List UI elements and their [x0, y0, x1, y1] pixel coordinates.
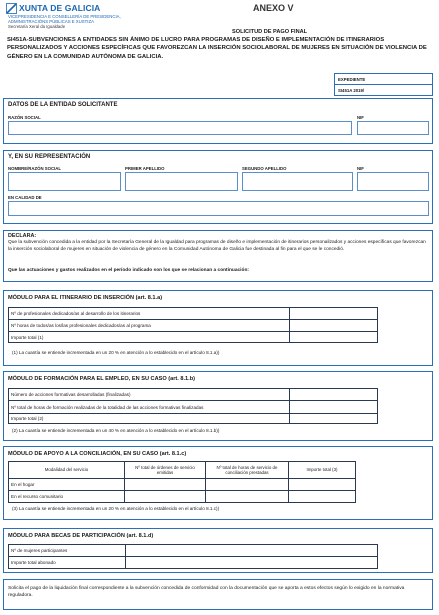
modulo-conciliacion-note: (3) La cuantía se entiende incrementada en un 20 % en atención a lo establecido en el artículo 8.1.c)) [12, 506, 220, 511]
table-cell-input[interactable] [290, 320, 378, 332]
primer-apellido-field[interactable] [125, 172, 238, 191]
document-title: SOLICITUD DE PAGO FINAL [232, 29, 308, 35]
entidad-nif-label: NIF [357, 115, 364, 120]
razon-social-label: RAZÓN SOCIAL [8, 115, 41, 120]
modulo-itinerario-table [8, 307, 378, 343]
department-line-1: VICEPRESIDENCIA E CONSELLERÍA DE PRESIDENCIA, [8, 14, 121, 19]
table-row-label: Importe total (1) [9, 332, 290, 343]
logo-text: XUNTA DE GALICIA [19, 3, 101, 13]
razon-social-field[interactable] [8, 121, 352, 135]
calidad-label: EN CALIDAD DE [8, 195, 42, 200]
column-header: Nº total de órdenes de servicio emitidas [125, 462, 206, 479]
table-row [9, 401, 378, 414]
table-row-label: Nº de mujeres participantes [9, 545, 126, 557]
table-row [9, 389, 378, 401]
nombre-field[interactable] [8, 172, 121, 191]
nombre-label: NOMBRE/RAZÓN SOCIAL [8, 166, 61, 171]
column-header: Nº total de horas de servicio de conciliación prestadas [206, 462, 289, 479]
table-cell-input[interactable] [206, 491, 289, 503]
table-row [9, 308, 378, 320]
modulo-formacion-table [8, 388, 378, 424]
modulo-conciliacion-table [8, 461, 356, 503]
table-row-label: En el hogar [9, 479, 125, 491]
declara-title: DECLARA: [8, 233, 37, 239]
entidad-nif-field[interactable] [357, 121, 429, 135]
table-row [9, 557, 378, 569]
xunta-logo-icon [6, 3, 17, 14]
declara-paragraph-1: Que la subvención concedida a la entidad por la Secretaría General de la Igualdad para programas de diseño e implementación de itinerarios personalizados y acciones específicas que favorezcan la inserción sociolaboral de mujeres en situación de violencia de género en la Comunidad Autónoma de Galicia fue destinada al fin para el que se le concedió. [8, 240, 426, 252]
table-cell-input[interactable] [290, 401, 378, 414]
modulo-formacion-title: MÓDULO DE FORMACIÓN PARA EL EMPLEO, EN SU CASO (art. 8.1.b) [8, 376, 195, 382]
entidad-section-title: DATOS DE LA ENTIDAD SOLICITANTE [8, 102, 118, 108]
expediente-label: EXPEDIENTE [338, 77, 366, 82]
column-header: Modalidad del servicio [9, 462, 125, 479]
table-row [9, 479, 356, 491]
modulo-becas-table [8, 544, 378, 569]
table-cell-input[interactable] [206, 479, 289, 491]
modulo-conciliacion-title: MÓDULO DE APOYO A LA CONCILIACIÓN, EN SU CASO (art. 8.1.c) [8, 451, 187, 457]
modulo-formacion-note: (2) La cuantía se entiende incrementada en un 40 % en atención a lo establecido en el artículo 8.1.b)) [12, 428, 220, 433]
representante-nif-label: NIF [357, 166, 364, 171]
expediente-value[interactable]: SI451A 2019/ [338, 88, 365, 93]
table-cell-input[interactable] [290, 332, 378, 343]
primer-apellido-label: PRIMER APELLIDO [125, 166, 165, 171]
representante-nif-field[interactable] [357, 172, 429, 191]
table-cell-input[interactable] [290, 414, 378, 424]
table-row-label: Número de acciones formativas desarrolladas (finalizadas) [9, 389, 290, 401]
table-row-label: Nº horas de todos/as los/las profesionales dedicados/as al programa [9, 320, 290, 332]
representacion-section-title: Y, EN SU REPRESENTACIÓN [8, 154, 91, 160]
table-row [9, 332, 378, 343]
expediente-divider [334, 84, 433, 85]
table-cell-input[interactable] [289, 479, 356, 491]
column-header: Importe total (3) [289, 462, 356, 479]
modulo-itinerario-note: (1) La cuantía se entiende incrementada en un 20 % en atención a lo establecido en el artículo 8.1.a)) [12, 350, 220, 355]
table-cell-input[interactable] [125, 491, 206, 503]
table-cell-input[interactable] [289, 491, 356, 503]
annex-title: ANEXO V [253, 3, 294, 13]
document-subtitle: SI451A-SUBVENCIONES A ENTIDADES SIN ÁNIMO DE LUCRO PARA PROGRAMAS DE DISEÑO E IMPLEMENTACIÓN DE ITINERARIOS PERSONALIZADOS Y ACCIONES ESPECÍFICAS QUE FAVOREZCAN LA INSERCIÓN SOCIOLABORAL DE MUJERES EN SITUACIÓN DE VIOLENCIA DE GÉNERO EN LA COMUNIDAD AUTÓNOMA DE GALICIA. [7, 37, 427, 60]
department-name [8, 14, 188, 29]
solicita-text: Solicita el pago de la liquidación final correspondiente a la subvención concedida de conformidad con la documentación que se aporta a estos efectos según lo exigido en la normativa reguladora. [8, 586, 405, 598]
table-cell-input[interactable] [125, 479, 206, 491]
table-cell-input[interactable] [290, 308, 378, 320]
table-row [9, 320, 378, 332]
table-row [9, 491, 356, 503]
department-line-3: Secretaría Xeral da Igualdade [8, 24, 66, 29]
declara-paragraph-2: Que las actuaciones y gastos realizados en el período indicado son los que se relacionan a continuación: [8, 268, 249, 273]
segundo-apellido-label: SEGUNDO APELLIDO [242, 166, 287, 171]
department-line-2: ADMINISTRACIÓNS PÚBLICAS E XUSTIZA [8, 19, 94, 24]
table-row [9, 545, 378, 557]
modulo-becas-title: MÓDULO PARA BECAS DE PARTICIPACIÓN (art. 8.1.d) [8, 533, 154, 539]
table-row-label: Importe total (2) [9, 414, 290, 424]
table-row [9, 414, 378, 424]
table-cell-input[interactable] [290, 389, 378, 401]
segundo-apellido-field[interactable] [242, 172, 353, 191]
table-cell-input[interactable] [126, 557, 378, 569]
calidad-field[interactable] [8, 201, 429, 216]
table-row-label: Nº total de horas de formación realizadas de la totalidad de las acciones formativas finalizadas [9, 401, 290, 414]
table-cell-input[interactable] [126, 545, 378, 557]
table-header-row [9, 462, 356, 479]
table-row-label: En el recurso comunitario [9, 491, 125, 503]
table-row-label: Importe total abonado [9, 557, 126, 569]
modulo-itinerario-title: MÓDULO PARA EL ITINERARIO DE INSERCIÓN (art. 8.1.a) [8, 295, 163, 301]
table-row-label: Nº de profesionales dedicados/as al desarrollo de los itinerarios [9, 308, 290, 320]
